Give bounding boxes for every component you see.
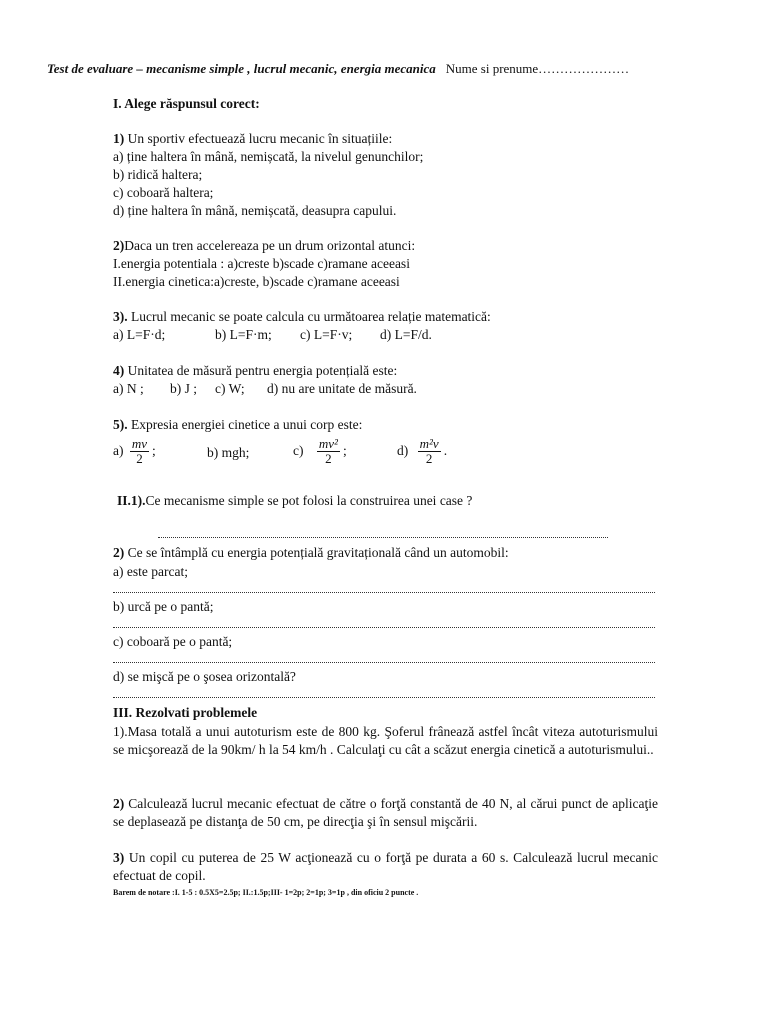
problem-1: 1).Masa totală a unui autoturism este de 800 kg. Şoferul frânează astfel încât viteza autoturismului se micşorează de la 90km/ h la 54 km/h . Calculaţi cu cât a scăzut energia cinetică a autoturismului.. bbox=[113, 724, 658, 757]
section-3-title: III. Rezolvati problemele bbox=[113, 705, 258, 720]
q5-option-c bbox=[293, 436, 347, 466]
q1-option-b: b) ridică haltera; bbox=[113, 167, 203, 182]
section-2-question-1 bbox=[117, 493, 472, 509]
problem-3-text: Un copil cu puterea de 25 W acţionează cu o forţă pe durata a 60 s. Calculează lucrul mecanic efectuat de copil. bbox=[113, 850, 658, 883]
q5-a-tail: ; bbox=[152, 443, 156, 458]
s2-item-d: d) se mişcă pe o şosea orizontală? bbox=[113, 669, 296, 684]
answer-line[interactable] bbox=[113, 662, 655, 663]
test-title: Test de evaluare – mecanisme simple , lucrul mecanic, energia mecanica bbox=[47, 61, 436, 76]
question-4 bbox=[113, 363, 397, 379]
answer-line[interactable] bbox=[113, 697, 655, 698]
q5-d-denominator: 2 bbox=[418, 451, 441, 466]
q5-option-a-label: a) bbox=[113, 443, 124, 458]
answer-line[interactable] bbox=[113, 627, 655, 628]
question-5-number: 5). bbox=[113, 417, 128, 432]
s2-item-c: c) coboară pe o pantă; bbox=[113, 634, 233, 649]
problem-2-text: Calculează lucrul mecanic efectuat de către o forţă constantă de 40 N, al cărui punct de aplicaţie se deplasează pe distanţa de 50 cm, pe direcţia şi în sensul mişcării. bbox=[113, 796, 658, 829]
q1-option-c: c) coboară haltera; bbox=[113, 185, 214, 200]
q5-option-b: b) mgh; bbox=[207, 445, 250, 460]
q2-line-1: I.energia potentiala : a)creste b)scade c)ramane aceeasi bbox=[113, 256, 410, 271]
question-3-number: 3). bbox=[113, 309, 128, 324]
q5-option-c-label: c) bbox=[293, 443, 304, 458]
q5-d-numerator: m²v bbox=[419, 436, 439, 452]
s2-item-a: a) este parcat; bbox=[113, 564, 188, 579]
q4-option-c: c) W; bbox=[215, 381, 245, 396]
section-1-title: I. Alege răspunsul corect: bbox=[113, 96, 260, 111]
question-5 bbox=[113, 417, 362, 433]
question-3 bbox=[113, 309, 491, 325]
answer-line[interactable] bbox=[113, 592, 655, 593]
q5-a-numerator: mv bbox=[131, 436, 148, 452]
q5-a-denominator: 2 bbox=[130, 451, 149, 466]
q5-c-denominator: 2 bbox=[317, 451, 340, 466]
name-field-label: Nume si prenume………………… bbox=[445, 61, 630, 76]
q5-option-d bbox=[397, 436, 447, 466]
section-2-q2-text: Ce se întâmplă cu energia potențială gravitațională când un automobil: bbox=[124, 545, 509, 560]
test-header bbox=[47, 61, 629, 77]
q5-c-numerator: mv² bbox=[318, 436, 338, 452]
q1-option-a: a) ține haltera în mână, nemișcată, la nivelul genunchilor; bbox=[113, 149, 424, 164]
q3-option-c: c) L=F·v; bbox=[300, 327, 353, 342]
q4-option-b: b) J ; bbox=[170, 381, 197, 396]
answer-line[interactable] bbox=[158, 537, 608, 538]
section-2-q1-number: II.1). bbox=[117, 493, 146, 508]
problem-2 bbox=[113, 795, 658, 831]
section-2-q2-number: 2) bbox=[113, 545, 125, 560]
problem-3 bbox=[113, 849, 658, 885]
question-4-number: 4) bbox=[113, 363, 125, 378]
q5-option-c-fraction bbox=[317, 437, 340, 466]
q3-option-b: b) L=F·m; bbox=[215, 327, 272, 342]
question-2-text: Daca un tren accelereaza pe un drum orizontal atunci: bbox=[124, 238, 416, 253]
grading-scheme: Barem de notare :I. 1-5 : 0.5X5=2.5p; II.:1.5p;III- 1=2p; 2=1p; 3=1p , din oficiu 2 puncte . bbox=[113, 888, 419, 897]
q3-option-a: a) L=F·d; bbox=[113, 327, 166, 342]
q3-option-d: d) L=F/d. bbox=[380, 327, 432, 342]
s2-item-b: b) urcă pe o pantă; bbox=[113, 599, 214, 614]
section-2-q1-text: Ce mecanisme simple se pot folosi la construirea unei case ? bbox=[145, 493, 473, 508]
problem-2-number: 2) bbox=[113, 796, 125, 811]
q1-option-d: d) ține haltera în mână, nemișcată, deasupra capului. bbox=[113, 203, 397, 218]
question-2 bbox=[113, 238, 415, 254]
question-1-text: Un sportiv efectuează lucru mecanic în situațiile: bbox=[124, 131, 393, 146]
question-5-text: Expresia energiei cinetice a unui corp este: bbox=[127, 417, 363, 432]
question-1 bbox=[113, 131, 392, 147]
question-4-text: Unitatea de măsură pentru energia potențială este: bbox=[124, 363, 398, 378]
problem-3-number: 3) bbox=[113, 850, 125, 865]
section-2-question-2 bbox=[113, 545, 509, 561]
question-1-number: 1) bbox=[113, 131, 125, 146]
question-3-text: Lucrul mecanic se poate calcula cu următoarea relație matematică: bbox=[127, 309, 491, 324]
q5-option-d-label: d) bbox=[397, 443, 409, 458]
q5-option-a bbox=[113, 436, 156, 466]
q5-c-tail: ; bbox=[342, 443, 347, 458]
q2-line-2: II.energia cinetica:a)creste, b)scade c)ramane aceeasi bbox=[113, 274, 400, 289]
q5-option-d-fraction bbox=[418, 437, 441, 466]
q5-d-tail: . bbox=[443, 443, 448, 458]
q4-option-a: a) N ; bbox=[113, 381, 144, 396]
q5-option-a-fraction bbox=[130, 437, 149, 466]
q4-option-d: d) nu are unitate de măsură. bbox=[267, 381, 417, 396]
question-2-number: 2) bbox=[113, 238, 125, 253]
